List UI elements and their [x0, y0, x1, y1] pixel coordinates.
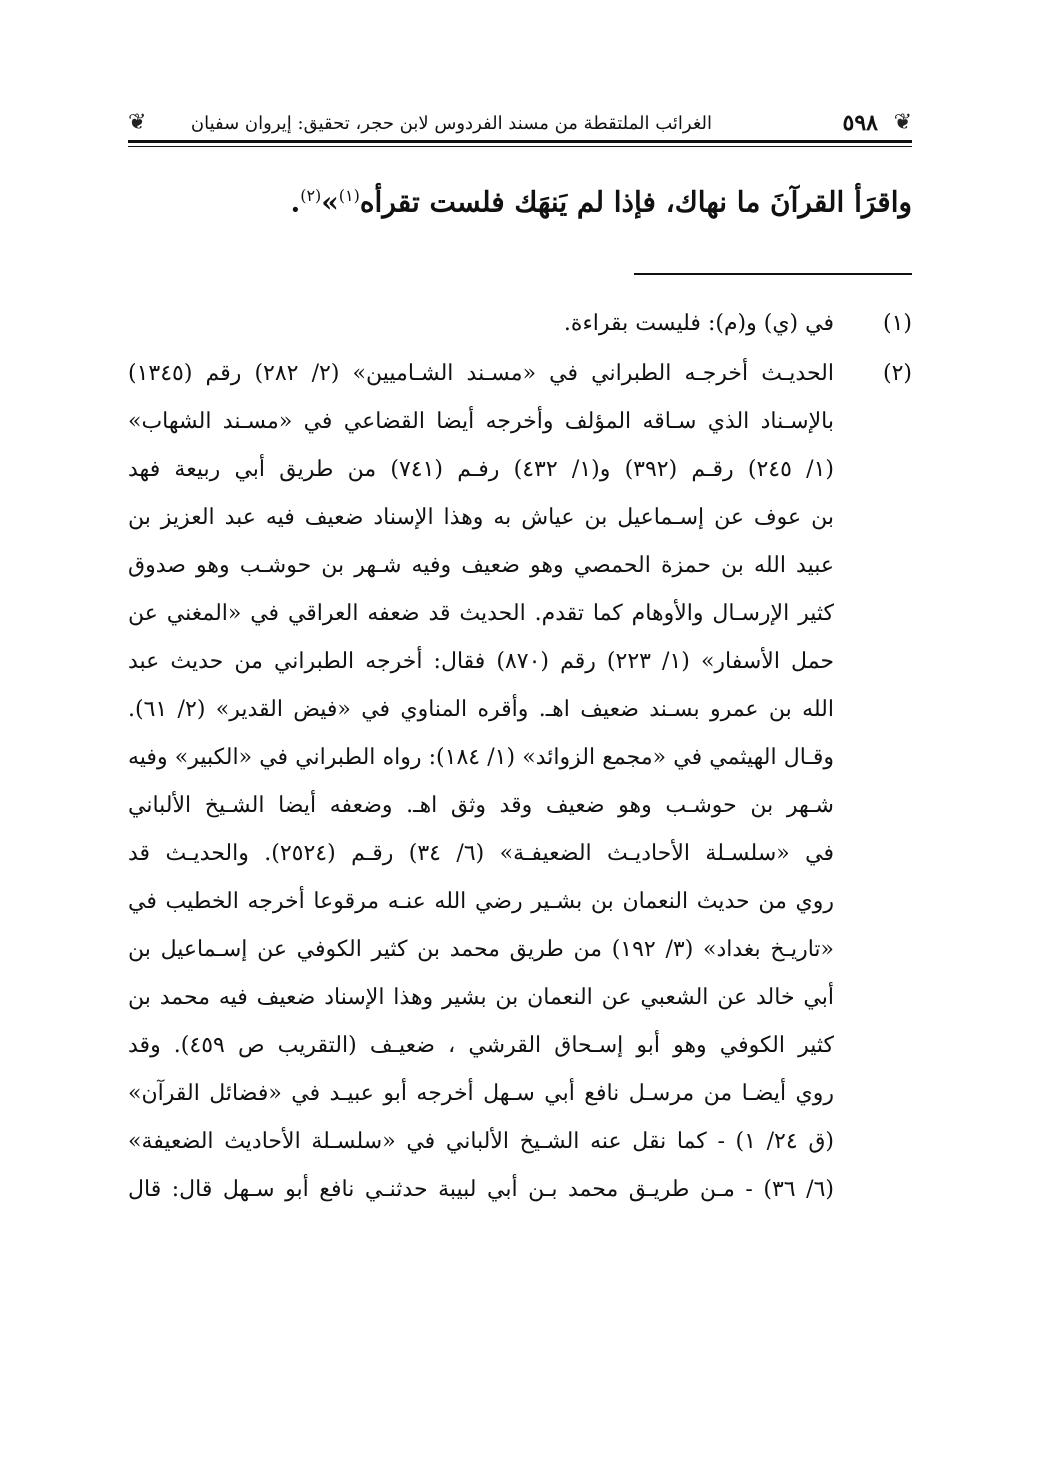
- hadith-text: [128, 172, 912, 226]
- footnote-line: (ق ٢٤/ ١) - كما نقل عنه الشـيخ الألباني في «سلسـلة الأحاديث الضعيفة»: [128, 1129, 834, 1154]
- footnote-line: (٦/ ٣٦) - مـن طريـق محمد بـن أبي لبيبة حدثنـي نافع أبو سـهل قال: قال: [128, 1177, 834, 1202]
- footnotes: [128, 300, 912, 1214]
- footnote-line: الله بن عمرو بسـند ضعيف اهـ. وأقره المناوي في «فيض القدير» (٢/ ٦١).: [128, 697, 834, 722]
- footnote-line: (١/ ٢٤٥) رقـم (٣٩٢) و(١/ ٤٣٢) رفـم (٧٤١) من طريق أبي ربيعة فهد: [128, 457, 834, 482]
- closing-quote: »: [321, 185, 339, 219]
- footnote-line: الحديـث أخرجـه الطبراني في «مسـند الشـاميين» (٢/ ٢٨٢) رقم (١٣٤٥): [128, 361, 834, 386]
- footnote-line: روي أيضـا من مرسـل نافع أبي سـهل أخرجه أبو عبيـد في «فضائل القرآن»: [128, 1081, 834, 1106]
- hadith-body: واقرَأ القرآنَ ما نهاك، فإذا لم يَنهَك فلست تقرأه: [359, 185, 912, 219]
- footnote-line: كثير الإرسـال والأوهام كما تقدم. الحديث قد ضعفه العراقي في «المغني عن: [128, 601, 834, 626]
- footnote-number: (١): [882, 311, 912, 336]
- header-rule-thin: [128, 146, 912, 147]
- footnote-line: أبي خالد عن الشعبي عن النعمان بن بشير وهذا الإسناد ضعيف فيه محمد بن: [128, 985, 834, 1010]
- footnote-line: روي من حديث النعمان بن بشـير رضي الله عنـه مرقوعا أخرجه الخطيب في: [128, 889, 834, 914]
- footnote-2: [128, 350, 912, 1214]
- footnote-line: بالإسـناد الذي سـاقه المؤلف وأخرجه أيضا القضاعي في «مسـند الشهاب»: [128, 409, 834, 434]
- header-rule: [128, 140, 912, 143]
- footnote-line: حمل الأسفار» (١/ ٢٢٣) رقم (٨٧٠) فقال: أخرجه الطبراني من حديث عبد: [128, 649, 835, 674]
- footnote-line: بن عوف عن إسـماعيل بن عياش به وهذا الإسناد ضعيف فيه عبد العزيز بن: [128, 505, 834, 530]
- full-stop: .: [290, 185, 301, 219]
- footnote-line: في «سلسـلة الأحاديـث الضعيفـة» (٦/ ٣٤) رقـم (٢٥٢٤). والحديـث قد: [128, 841, 834, 866]
- floral-ornament-icon: ❦: [893, 110, 912, 135]
- footnote-1: [128, 300, 912, 348]
- footnote-line: شـهر بن حوشـب وهو ضعيف وقد وثق اهـ. وضعفه أيضا الشـيخ الألباني: [128, 793, 834, 818]
- footnote-line: كثير الكوفي وهو أبو إسـحاق القرشي ، ضعيـف (التقريب ص ٤٥٩). وقد: [128, 1033, 834, 1058]
- footnote-line: عبيد الله بن حمزة الحمصي وهو ضعيف وفيه شـهر بن حوشـب وهو صدوق: [128, 553, 834, 578]
- footnote-line: وقـال الهيثمي في «مجمع الزوائد» (١/ ١٨٤): رواه الطبراني في «الكبير» وفيه: [128, 745, 834, 770]
- footnote-number: (٢): [882, 361, 912, 386]
- page-number: ٥٩٨: [842, 110, 878, 136]
- footnote-line: «تاريـخ بغداد» (٣/ ١٩٢) من طريق محمد بن كثير الكوفي عن إسـماعيل بن: [128, 937, 835, 962]
- running-header: [128, 108, 912, 148]
- footnote-line: في (ي) و(م): فليست بقراءة.: [563, 311, 834, 336]
- header-title: الغرائب الملتقطة من مسند الفردوس لابن حجر، تحقيق: إيروان سفيان: [190, 113, 712, 134]
- footnote-ref-1[interactable]: (١): [338, 186, 360, 205]
- footnote-separator: [634, 273, 912, 275]
- footnote-ref-2[interactable]: (٢): [300, 186, 322, 205]
- floral-ornament-icon: ❦: [128, 110, 147, 135]
